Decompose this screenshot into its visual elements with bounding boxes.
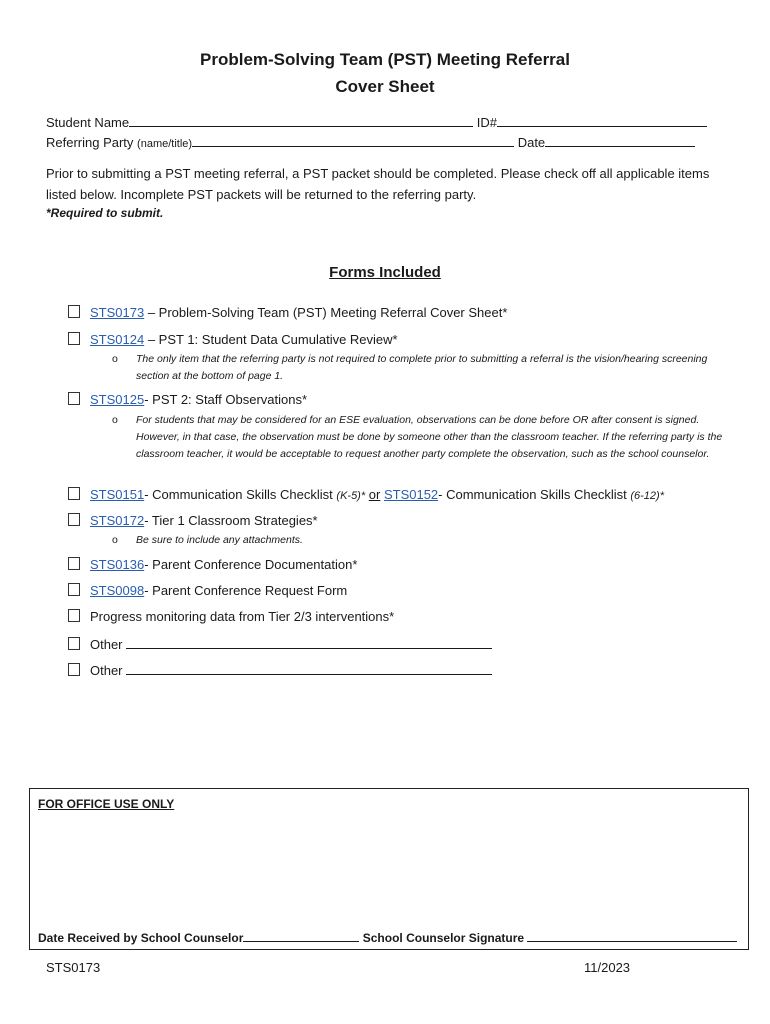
sub-note-sts0125 [112, 412, 732, 463]
form-item-progress-monitoring [68, 608, 394, 626]
form-link-sts0124[interactable]: STS0124 [90, 332, 145, 347]
form-link-sts0125[interactable]: STS0125 [90, 392, 145, 407]
or-text: or [368, 487, 381, 502]
form-link-sts0172[interactable]: STS0172 [90, 513, 145, 528]
separator: - [144, 583, 153, 598]
date-received-field[interactable] [243, 930, 359, 942]
checkbox[interactable] [68, 557, 80, 570]
student-name-field[interactable] [129, 113, 473, 127]
form-item-sts0151 [68, 486, 664, 504]
other-field[interactable] [126, 635, 492, 649]
form-title: Parent Conference Documentation* [152, 557, 358, 572]
student-name-label: Student Name [46, 115, 130, 130]
form-item-sts0173 [68, 304, 507, 322]
bullet-circle-icon: o [112, 414, 118, 426]
form-title: Communication Skills Checklist [152, 487, 333, 502]
footer-date: 11/2023 [584, 960, 631, 975]
form-link-sts0136[interactable]: STS0136 [90, 557, 145, 572]
form-title: Progress monitoring data from Tier 2/3 interventions* [90, 609, 395, 624]
office-use-box [29, 788, 749, 950]
referring-party-row [46, 133, 695, 150]
required-note: *Required to submit. [46, 206, 164, 220]
forms-heading: Forms Included [329, 264, 441, 281]
checkbox[interactable] [68, 392, 80, 405]
separator: - [144, 392, 153, 407]
date-label: Date [517, 135, 546, 150]
id-field[interactable] [497, 113, 707, 127]
checkbox[interactable] [68, 637, 80, 650]
form-item-sts0172 [68, 512, 318, 530]
sub-note-sts0124 [112, 351, 732, 385]
form-title: Other [90, 663, 123, 678]
note-text: Be sure to include any attachments. [136, 534, 303, 546]
office-use-title: FOR OFFICE USE ONLY [38, 797, 175, 811]
sub-note-sts0172 [112, 532, 732, 549]
form-item-sts0125 [68, 391, 307, 409]
checkbox[interactable] [68, 609, 80, 622]
separator: – [144, 305, 159, 320]
referring-party-field[interactable] [192, 133, 514, 147]
id-label: ID# [476, 115, 497, 130]
referring-party-hint: (name/title) [137, 138, 193, 150]
form-link-sts0098[interactable]: STS0098 [90, 583, 145, 598]
bullet-circle-icon: o [112, 534, 118, 546]
form-link-sts0152[interactable]: STS0152 [383, 487, 439, 502]
form-title: Communication Skills Checklist [446, 487, 627, 502]
separator: - [144, 487, 153, 502]
office-signature-row [38, 930, 737, 945]
checkbox[interactable] [68, 663, 80, 676]
form-title: PST 2: Staff Observations* [152, 392, 308, 407]
intro-paragraph: Prior to submitting a PST meeting referral, a PST packet should be completed. Please check off all applicable items listed below. Incomplete PST packets will be returned to the referring party. [46, 166, 710, 202]
counselor-signature-field[interactable] [527, 930, 737, 942]
separator: - [438, 487, 447, 502]
form-title: Problem-Solving Team (PST) Meeting Referral Cover Sheet* [158, 305, 508, 320]
bullet-circle-icon: o [112, 353, 118, 365]
checkbox[interactable] [68, 332, 80, 345]
date-received-label: Date Received by School Counselor [38, 931, 244, 945]
form-item-other-1 [68, 635, 492, 653]
other-field[interactable] [126, 661, 492, 675]
separator: - [144, 557, 153, 572]
form-item-other-2 [68, 661, 492, 679]
note-text: For students that may be considered for an ESE evaluation, observations can be done before OR after consent is signed. However, in that case, the observation must be done by someone other than the classroom teacher. If the referring party is the classroom teacher, it would be acceptable to request another party complete the observation, such as the school counselor. [136, 414, 723, 460]
form-item-sts0124 [68, 331, 398, 349]
counselor-signature-label: School Counselor Signature [362, 931, 525, 945]
referring-party-label: Referring Party [46, 135, 134, 150]
page-title-line1: Problem-Solving Team (PST) Meeting Referral [200, 50, 570, 69]
form-title: PST 1: Student Data Cumulative Review* [158, 332, 398, 347]
form-link-sts0173[interactable]: STS0173 [90, 305, 145, 320]
page-title-line2: Cover Sheet [335, 77, 435, 96]
form-title: Tier 1 Classroom Strategies* [151, 513, 318, 528]
date-field[interactable] [545, 133, 695, 147]
form-title: Other [90, 637, 123, 652]
checkbox[interactable] [68, 513, 80, 526]
grade-range: (K-5)* [336, 490, 366, 502]
form-title: Parent Conference Request Form [152, 583, 348, 598]
footer-form-code: STS0173 [46, 960, 101, 975]
form-item-sts0136 [68, 556, 357, 574]
checkbox[interactable] [68, 583, 80, 596]
form-item-sts0098 [68, 582, 347, 600]
checkbox[interactable] [68, 487, 80, 500]
separator: – [144, 332, 159, 347]
checkbox[interactable] [68, 305, 80, 318]
note-text: The only item that the referring party is not required to complete prior to submitting a referral is the vision/hearing screening section at the bottom of page 1. [136, 353, 708, 382]
grade-range: (6-12)* [630, 490, 664, 502]
separator: - [144, 513, 152, 528]
form-link-sts0151[interactable]: STS0151 [90, 487, 145, 502]
student-name-row [46, 113, 707, 130]
